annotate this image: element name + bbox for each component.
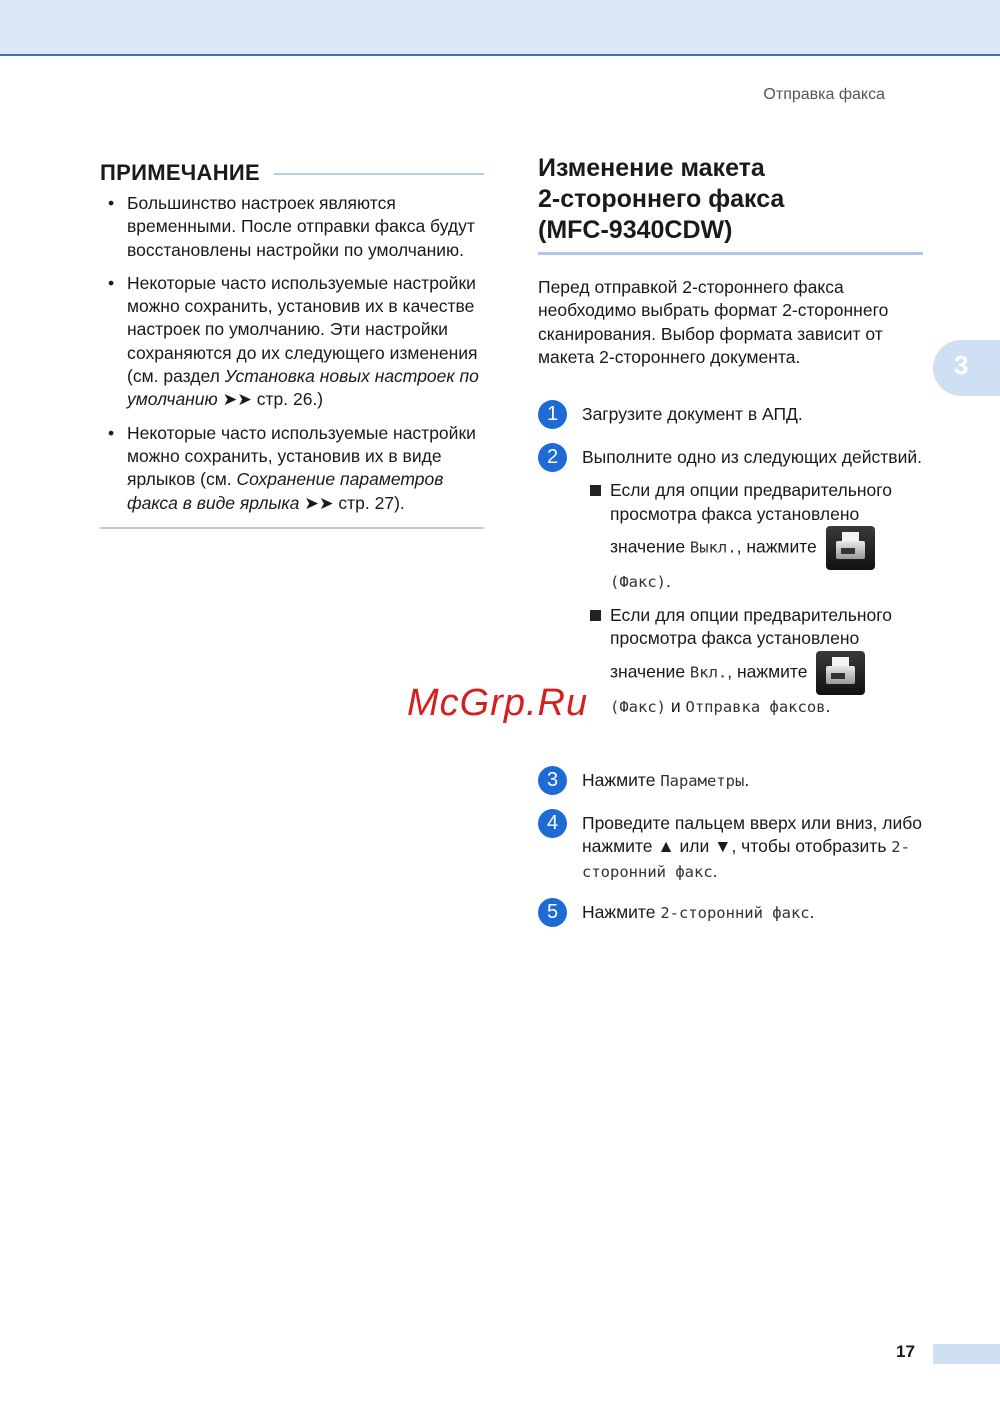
sub-option-text: , нажмите (736, 536, 817, 557)
page-reference: ➤➤ стр. 26.) (217, 389, 324, 410)
step-number-icon: 2 (538, 443, 567, 472)
step-number-icon: 5 (538, 898, 567, 927)
step-number-icon: 1 (538, 400, 567, 429)
page-reference: ➤➤ стр. 27). (299, 492, 405, 513)
note-item-text: Некоторые часто используемые настройки можно сохранить, установив их в качестве настроек по умолчанию. Эти настройки сохраняются до их следующего изменения (см. раздел (127, 272, 478, 387)
step-text-part: Нажмите (582, 770, 661, 790)
header-band (0, 0, 1000, 56)
step-2 (538, 443, 933, 719)
square-bullet-icon (590, 610, 601, 621)
step-text (582, 898, 933, 925)
step-text (582, 443, 933, 719)
button-label: (Факс) (610, 572, 666, 591)
button-label: (Факс) (610, 697, 666, 716)
section-intro: Перед отправкой 2-стороннего факса необходимо выбрать формат 2-стороннего сканирования. Выбор формата зависит от макета 2-стороннего документа. (538, 277, 889, 367)
step-number-icon: 3 (538, 766, 567, 795)
step-3 (538, 766, 933, 793)
setting-value: 2-сторонний факс (660, 904, 810, 922)
note-item (100, 422, 484, 515)
fax-button-icon[interactable] (816, 651, 865, 695)
setting-value: 2-сторонний факс (582, 838, 910, 881)
cross-reference-link[interactable]: Установка новых настроек по умолчанию (127, 366, 479, 410)
fax-button-icon[interactable] (826, 526, 875, 570)
step-4 (538, 809, 933, 884)
section-title-line: (MFC-9340CDW) (538, 216, 733, 244)
step-text-part: Проведите пальцем вверх или вниз, либо нажмите ▲ или ▼, чтобы отобразить (582, 813, 923, 857)
setting-value: Отправка факсов (685, 697, 826, 716)
punctuation: . (712, 860, 718, 881)
step-5 (538, 898, 933, 925)
note-item (100, 272, 484, 412)
step-text: Загрузите документ в АПД. (582, 404, 803, 424)
running-title: Отправка факса (763, 86, 885, 103)
chapter-number: 3 (954, 350, 969, 380)
note-title: ПРИМЕЧАНИЕ (100, 160, 261, 185)
punctuation: . (825, 695, 831, 716)
bullet-icon: • (108, 422, 115, 443)
punctuation: . (744, 770, 750, 790)
section (538, 153, 923, 369)
note-header (100, 160, 484, 186)
bullet-icon: • (108, 272, 115, 293)
page-number: 17 (896, 1342, 915, 1361)
step-text-part: Нажмите (582, 902, 661, 922)
bullet-icon: • (108, 193, 115, 213)
cross-reference-link[interactable]: Сохранение параметров факса в виде ярлыка (127, 469, 444, 513)
square-bullet-icon (590, 485, 601, 496)
note-item (100, 192, 484, 262)
section-title-line: 2-стороннего факса (538, 185, 785, 213)
step-2-instruction: Выполните одно из следующих действий. (582, 447, 922, 467)
sub-option-preview-on (582, 604, 933, 719)
note-list (100, 192, 484, 515)
footer-band (933, 1344, 1000, 1364)
section-title-rule (538, 252, 923, 255)
sub-option-text: и (666, 695, 686, 716)
chapter-tab (933, 340, 1000, 396)
sub-option-text: Если для опции предварительного просмотра факса установлено значение (610, 480, 893, 557)
note-bottom-rule (100, 527, 484, 529)
sub-option-text: , нажмите (727, 661, 808, 682)
punctuation: . (666, 570, 671, 591)
note-item-text: Некоторые часто используемые настройки можно сохранить, установив их в виде ярлыков (см. (127, 422, 476, 490)
step-number-icon: 4 (538, 809, 567, 838)
section-title-line: Изменение макета (538, 154, 765, 182)
note-item-text: Большинство настроек являются временными. После отправки факса будут восстановлены настройки по умолчанию. (127, 193, 475, 260)
punctuation: . (809, 902, 815, 922)
note-box (100, 160, 484, 529)
setting-value: Параметры (660, 772, 745, 790)
note-title-rule (274, 173, 484, 175)
step-text (582, 766, 933, 793)
step-1 (538, 400, 933, 426)
watermark: McGrp.Ru (407, 682, 589, 724)
step-text (582, 809, 933, 884)
section-title (538, 153, 923, 246)
sub-option-text: Если для опции предварительного просмотра факса установлено значение (610, 605, 893, 682)
setting-value: Вкл. (689, 663, 728, 682)
setting-value: Выкл. (689, 538, 737, 557)
sub-option-preview-off (582, 479, 933, 594)
